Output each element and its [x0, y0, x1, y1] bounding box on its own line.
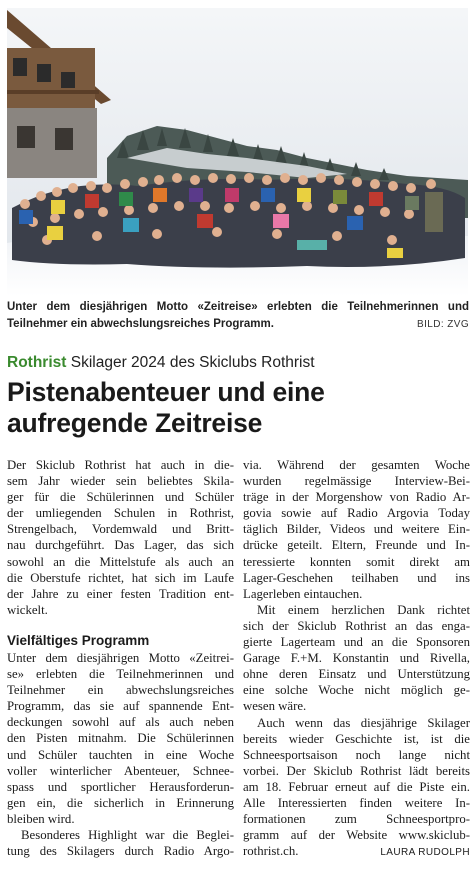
- text-line: spass und sportlicher Herausforderun-: [7, 779, 234, 794]
- text-line: deckungen sowohl auf als auch neben: [7, 715, 234, 730]
- text-line: via. Während der gesamten Woche: [243, 458, 470, 472]
- text-line: wurden regelmässige Interview-Bei-: [243, 474, 470, 489]
- text-line: eine solche Woche nicht möglich ge-: [243, 683, 470, 698]
- caption-line: Teilnehmer ein abwechslungsreiches Programm.: [7, 318, 274, 330]
- text-line: sowohl an die Mittelstufe als auch an: [7, 554, 234, 569]
- text-line: Lager-Geschehen teilhaben und ins: [243, 570, 470, 585]
- text-line: Der Skiclub Rothrist hat auch in die-: [7, 458, 234, 472]
- caption-line: Unter dem diesjährigen Motto «Zeitreise» erlebten die Teilnehmerinnen und: [7, 301, 469, 313]
- text-line: rothrist.ch.: [243, 844, 299, 859]
- text-line: Schneesportsaison noch lange nicht: [243, 747, 470, 762]
- text-line: sich der Skiclub Rothrist an das enga-: [243, 618, 470, 633]
- text-line: teressierte konnten somit direkt am: [243, 554, 470, 569]
- text-line: bereits wieder Geschichte ist, ist die: [243, 731, 470, 746]
- paragraph: [7, 457, 234, 618]
- group-photo: [7, 8, 468, 296]
- text-line: Programm, das sie auf spannende Ent-: [7, 699, 234, 714]
- text-line: Alle Interessierten finden weitere In-: [243, 795, 470, 810]
- text-line: ger für die Schülerinnen und Schüler: [7, 490, 234, 505]
- kicker-text: Skilager 2024 des Skiclubs Rothrist: [70, 354, 315, 371]
- text-line: am 18. Februar erneut auf die Piste ein.: [243, 779, 470, 794]
- text-line: Mit einem herzlichen Dank richtet: [257, 602, 470, 617]
- text-line: täglich Bilder, Videos und weitere Ein-: [243, 522, 470, 537]
- text-line: der umliegenden Schulen in Rothrist,: [7, 506, 234, 521]
- text-line: se» erlebten die Teilnehmerinnen und: [7, 667, 234, 682]
- text-line: Unter dem diesjährigen Motto «Zeitrei-: [7, 650, 234, 665]
- text-line: drücke geteilt. Eltern, Freunde und In-: [243, 538, 470, 553]
- headline-line: aufregende Zeitreise: [7, 408, 263, 438]
- text-line: voller winterlicher Abenteuer, Schnee-: [7, 763, 234, 778]
- article-kicker: [7, 353, 469, 373]
- text-line: die Oberstufe richtet, hat sich im Laufe: [7, 570, 234, 585]
- text-line: Besonderes Highlight war die Beglei-: [21, 827, 234, 842]
- paragraph: [243, 457, 470, 602]
- paragraph: [243, 602, 470, 715]
- headline-line: Pistenabenteuer und eine: [7, 377, 325, 407]
- text-line: und Schüler tauchten in eine Woche: [7, 747, 234, 762]
- article-column-left: [7, 457, 234, 859]
- text-line: nau durchgeführt. Das Lager, das sich: [7, 538, 234, 553]
- paragraph-continued: [7, 843, 234, 859]
- text-line: vorbei. Der Skiclub Rothrist lädt bereits: [243, 763, 470, 778]
- section-subhead: Vielfältiges Programm: [7, 632, 150, 648]
- text-line: govia sowie auf Radio Argovia Today: [243, 506, 470, 521]
- author-byline: LAURA RUDOLPH: [380, 847, 470, 859]
- text-line: den Pisten mitnahm. Die Schülerinnen: [7, 731, 234, 746]
- paragraph: [243, 715, 470, 862]
- text-line: gramm auf der Website www.skiclub-: [243, 828, 470, 843]
- text-line: Teilnehmer ein abwechslungsreiches: [7, 683, 234, 698]
- text-line: sem Jahr wieder sein beliebtes Skila-: [7, 474, 234, 489]
- text-line: gierte Lagerteam und an die Sponsoren: [243, 635, 470, 650]
- text-line: bleiben wird.: [7, 811, 75, 826]
- text-line: Lagerleben eintauchen.: [243, 586, 363, 601]
- text-line: gen ein, die sicherlich in Erinnerung: [7, 795, 234, 810]
- kicker-place: Rothrist: [7, 354, 67, 371]
- text-line: ohne deren Einsatz und Unterstützung: [243, 667, 470, 682]
- photo-caption: [7, 299, 469, 333]
- text-line: Garage F.+M. Konstantin und Rivella,: [243, 651, 470, 666]
- paragraph: [7, 650, 234, 827]
- article-column-right: [243, 457, 470, 861]
- text-line: Auch wenn das diesjährige Skilager: [257, 715, 470, 730]
- article-headline: [7, 377, 469, 439]
- text-line: formationen zum Schneesportpro-: [243, 812, 470, 827]
- photo-credit: BILD: ZVG: [417, 319, 469, 330]
- group-of-skiers: [12, 173, 465, 268]
- text-line: wickelt.: [7, 602, 48, 617]
- text-line: wesen wäre.: [243, 699, 307, 714]
- ski-camp-group-photo-illustration: [7, 8, 468, 296]
- paragraph: [7, 827, 234, 843]
- closing-line: [243, 843, 470, 861]
- text-line: der Jahre zu einer festen Tradition ent-: [7, 586, 234, 601]
- text-line: Strengelbach, Vordemwald und Britt-: [7, 522, 234, 537]
- text-line: träge in der Morgenshow von Radio Ar-: [243, 490, 470, 505]
- text-line: tung des Skilagers durch Radio Argo-: [7, 844, 234, 859]
